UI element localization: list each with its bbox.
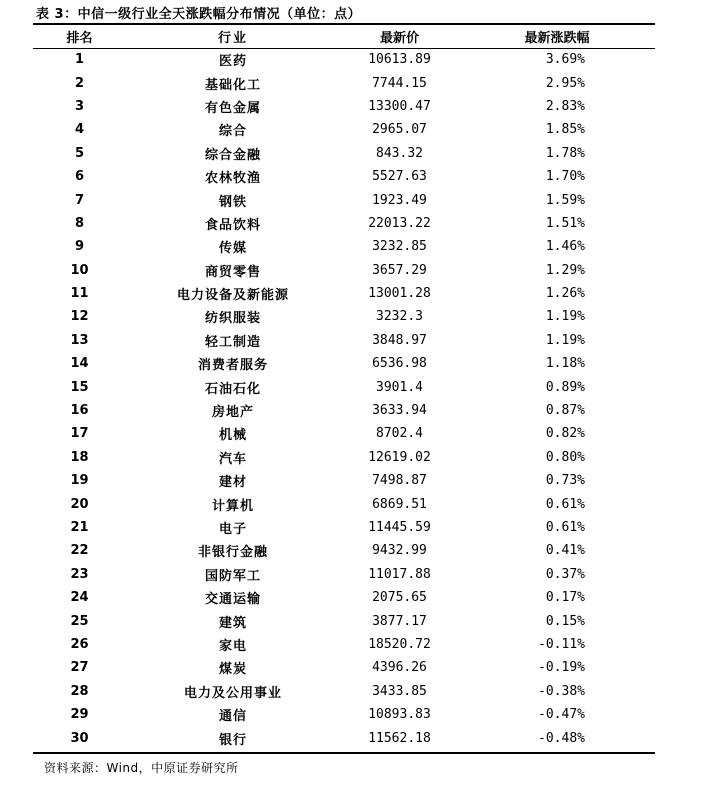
table-row	[33, 95, 655, 118]
change-cell: -0.47%	[538, 707, 585, 723]
change-cell: 0.73%	[545, 473, 585, 489]
table-row	[33, 422, 655, 445]
table-row	[33, 680, 655, 703]
rank-cell: 11	[70, 286, 89, 302]
change-cell: 1.18%	[545, 356, 585, 372]
industry-cell: 商贸零售	[204, 264, 261, 280]
industry-cell: 电力及公用事业	[183, 685, 282, 701]
rank-cell: 9	[74, 239, 85, 255]
price-cell: 3232.3	[376, 309, 423, 325]
change-cell: 1.85%	[545, 122, 585, 138]
price-cell: 22013.22	[368, 215, 431, 231]
rank-cell: 27	[70, 660, 89, 676]
change-cell: 0.61%	[545, 496, 585, 512]
change-cell: 1.29%	[545, 262, 585, 278]
industry-cell: 传媒	[218, 241, 247, 257]
price-cell: 3433.85	[372, 683, 427, 699]
rank-cell: 28	[70, 683, 89, 699]
table-row	[33, 633, 655, 656]
rank-cell: 19	[70, 473, 89, 489]
rank-cell: 2	[74, 75, 85, 91]
price-cell: 13001.28	[368, 286, 431, 302]
price-cell: 2075.65	[372, 590, 427, 606]
rank-cell: 18	[70, 449, 89, 465]
table-row	[33, 563, 655, 586]
price-cell: 10613.89	[368, 52, 431, 68]
change-cell: -0.38%	[538, 683, 585, 699]
rank-cell: 5	[74, 145, 85, 161]
rank-cell: 24	[70, 590, 89, 606]
rank-cell: 26	[70, 636, 89, 652]
rank-cell: 30	[70, 730, 89, 746]
rank-cell: 6	[74, 169, 85, 185]
price-cell: 3232.85	[372, 239, 427, 255]
industry-cell: 家电	[218, 638, 247, 654]
industry-cell: 钢铁	[218, 194, 247, 210]
table-row	[33, 235, 655, 258]
change-cell: -0.48%	[538, 730, 585, 746]
industry-cell: 电力设备及新能源	[176, 288, 289, 304]
price-cell: 3848.97	[372, 332, 427, 348]
industry-cell: 煤炭	[218, 662, 247, 678]
change-cell: 3.69%	[545, 52, 585, 68]
header-row	[33, 25, 655, 48]
table-row	[33, 399, 655, 422]
table-row	[33, 539, 655, 562]
change-cell: 2.95%	[545, 75, 585, 91]
change-cell: 1.26%	[545, 286, 585, 302]
table-row	[33, 586, 655, 609]
table-row	[33, 259, 655, 282]
industry-cell: 综合	[218, 124, 247, 140]
price-cell: 1923.49	[372, 192, 427, 208]
change-cell: 1.51%	[545, 215, 585, 231]
industry-cell: 有色金属	[204, 100, 261, 116]
table-row	[33, 142, 655, 165]
table-row	[33, 656, 655, 679]
rank-cell: 10	[70, 262, 89, 278]
change-cell: 1.19%	[545, 332, 585, 348]
price-cell: 6869.51	[372, 496, 427, 512]
industry-table	[33, 25, 655, 750]
header-rank: 排名	[66, 31, 93, 46]
rank-cell: 16	[70, 403, 89, 419]
rank-cell: 4	[74, 122, 85, 138]
price-cell: 11445.59	[368, 520, 431, 535]
table-row	[33, 329, 655, 352]
price-cell: 18520.72	[368, 636, 431, 652]
industry-cell: 交通运输	[204, 592, 261, 608]
industry-cell: 食品饮料	[204, 217, 261, 233]
industry-cell: 国防军工	[204, 568, 261, 584]
industry-cell: 计算机	[211, 498, 254, 514]
change-cell: 1.19%	[545, 309, 585, 325]
industry-cell: 轻工制造	[204, 334, 261, 350]
industry-cell: 通信	[218, 709, 247, 725]
rank-cell: 13	[70, 332, 89, 348]
table-row	[33, 212, 655, 235]
table-row	[33, 609, 655, 632]
rank-cell: 29	[70, 707, 89, 723]
header-price: 最新价	[379, 31, 419, 46]
rank-cell: 12	[70, 309, 89, 325]
industry-cell: 建筑	[218, 615, 247, 631]
rank-cell: 22	[70, 543, 89, 559]
rank-cell: 7	[74, 192, 85, 208]
industry-cell: 基础化工	[204, 77, 261, 93]
change-cell: 0.61%	[545, 520, 585, 535]
price-cell: 8702.4	[376, 426, 423, 442]
industry-cell: 机械	[218, 428, 247, 444]
table-row	[33, 469, 655, 492]
industry-cell: 石油石化	[204, 381, 261, 397]
industry-cell: 银行	[218, 732, 247, 748]
price-cell: 2965.07	[372, 122, 427, 138]
change-cell: 1.70%	[545, 169, 585, 185]
change-cell: 0.17%	[545, 590, 585, 606]
price-cell: 3633.94	[372, 403, 427, 419]
price-cell: 11017.88	[368, 566, 431, 582]
table-row	[33, 352, 655, 375]
change-cell: 0.87%	[545, 403, 585, 419]
rank-cell: 25	[70, 613, 89, 629]
price-cell: 12619.02	[368, 449, 431, 465]
table-row	[33, 118, 655, 141]
industry-cell: 电子	[218, 522, 247, 537]
change-cell: -0.19%	[538, 660, 585, 676]
change-cell: 1.78%	[545, 145, 585, 161]
table-title: 表 3：中信一级行业全天涨跌幅分布情况（单位：点）	[36, 7, 362, 22]
price-cell: 11562.18	[368, 730, 431, 746]
industry-cell: 纺织服装	[204, 311, 261, 327]
price-cell: 4396.26	[372, 660, 427, 676]
table-row	[33, 375, 655, 398]
table-row	[33, 71, 655, 94]
rank-cell: 23	[70, 566, 89, 582]
price-cell: 3877.17	[372, 613, 427, 629]
rank-cell: 8	[74, 215, 85, 231]
source-note: 资料来源：Wind，中原证券研究所	[44, 761, 239, 775]
change-cell: -0.11%	[538, 636, 585, 652]
rank-cell: 20	[70, 496, 89, 512]
change-cell: 0.37%	[545, 566, 585, 582]
change-cell: 0.41%	[545, 543, 585, 559]
price-cell: 3657.29	[372, 262, 427, 278]
table-row	[33, 492, 655, 515]
change-cell: 1.59%	[545, 192, 585, 208]
table-row	[33, 516, 655, 539]
table-row	[33, 282, 655, 305]
change-cell: 0.80%	[545, 449, 585, 465]
header-industry: 行业	[217, 31, 248, 46]
price-cell: 843.32	[376, 145, 423, 161]
header-change: 最新涨跌幅	[524, 31, 590, 46]
table-row	[33, 703, 655, 726]
table-row	[33, 726, 655, 749]
rank-cell: 1	[74, 52, 85, 68]
table-body	[33, 48, 655, 750]
price-cell: 5527.63	[372, 169, 427, 185]
rank-cell: 17	[70, 426, 89, 442]
industry-cell: 医药	[218, 54, 247, 70]
table-row	[33, 446, 655, 469]
price-cell: 6536.98	[372, 356, 427, 372]
change-cell: 1.46%	[545, 239, 585, 255]
table-row	[33, 305, 655, 328]
rank-cell: 3	[74, 98, 85, 114]
price-cell: 13300.47	[368, 98, 431, 114]
table-row	[33, 48, 655, 71]
industry-cell: 房地产	[211, 405, 254, 421]
rank-cell: 14	[70, 356, 89, 372]
price-cell: 3901.4	[376, 379, 423, 395]
price-cell: 9432.99	[372, 543, 427, 559]
change-cell: 0.15%	[545, 613, 585, 629]
price-cell: 7744.15	[372, 75, 427, 91]
industry-cell: 消费者服务	[197, 358, 268, 374]
table-row	[33, 165, 655, 188]
industry-cell: 汽车	[218, 451, 247, 467]
change-cell: 0.82%	[545, 426, 585, 442]
change-cell: 2.83%	[545, 98, 585, 114]
rank-cell: 21	[70, 520, 89, 535]
industry-cell: 建材	[218, 475, 247, 491]
table-row	[33, 188, 655, 211]
price-cell: 10893.83	[368, 707, 431, 723]
rank-cell: 15	[70, 379, 89, 395]
bottom-rule	[33, 752, 655, 754]
industry-cell: 农林牧渔	[204, 171, 261, 187]
change-cell: 0.89%	[545, 379, 585, 395]
industry-cell: 综合金融	[204, 147, 261, 163]
industry-cell: 非银行金融	[197, 545, 268, 561]
price-cell: 7498.87	[372, 473, 427, 489]
